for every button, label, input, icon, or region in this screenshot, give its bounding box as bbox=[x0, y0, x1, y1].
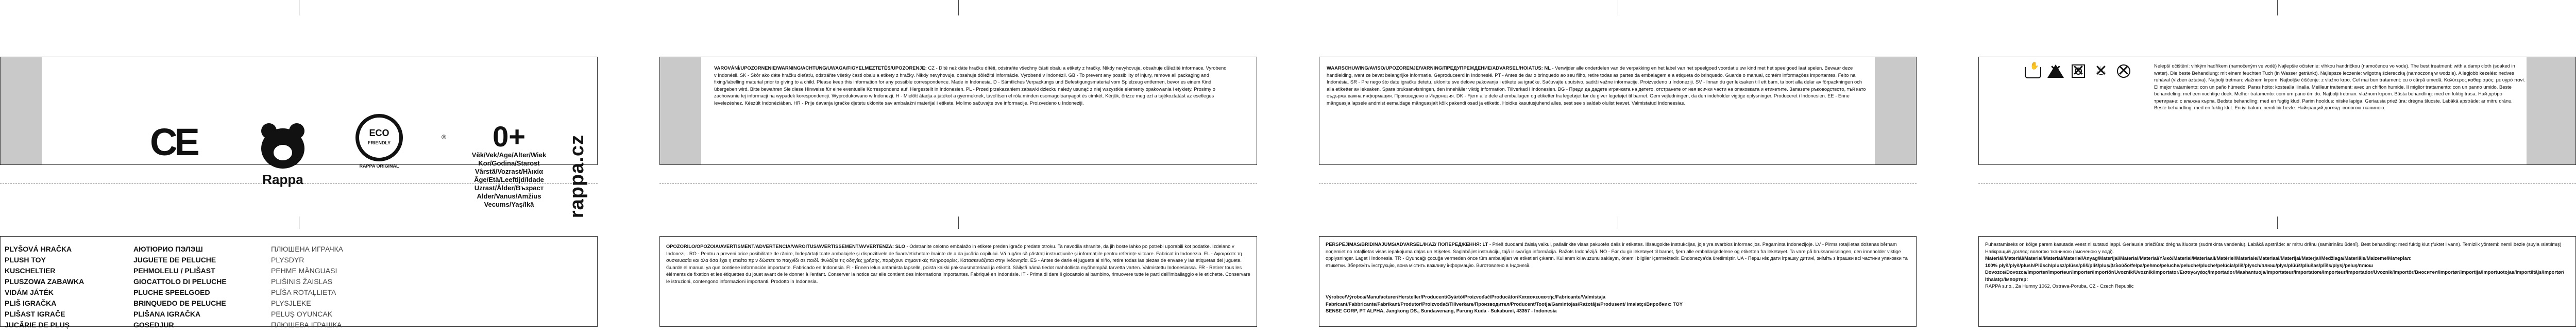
warning-panel-4 bbox=[1319, 236, 1917, 327]
eco-line1: ECO bbox=[369, 128, 389, 138]
warning-panel-2 bbox=[659, 236, 1257, 327]
label-strip-4 bbox=[1978, 0, 2576, 332]
registered-mark: ® bbox=[442, 134, 446, 141]
warning-text bbox=[714, 64, 1229, 160]
crop-mark bbox=[2277, 217, 2278, 229]
grey-margin bbox=[660, 57, 701, 164]
material-title: Materiál/Materiál/Material/Material/Materiał/Anyag/Materijal/Material/Material/Υλικό/Material/Materiaali/Matériel/Materiale/Materiaal/Materijal/Materjal/Medžiaga/Materiāls/Malzeme/Матеріал: bbox=[1985, 255, 2412, 261]
product-names-col1: PLYŠOVÁ HRAČKA PLUSH TOY KUSCHELTIER PLUSZOWA ZABAWKA VIDÁM JÁTÉK PLIŠ IGRAČKA PLIŠAST IGRAČE JUCĂRIE DE PLUȘ bbox=[5, 245, 84, 329]
warning-body: CZ - Dítě než dáte hračku dítěti, odstraňte všechny části obalu a etikety z hračky. Nikdy nevyhovuje, obsahuje důležité informace. Vyrobeno v Indonésii. SK - Skôr ako dáte hračku dieťaťu, odstráňte všetky časti obalu a etikety z hračky. Nikdy nevyhovuje, obsahuje dôležité informácie. Vyrobené v Indonézii. GB - To prevent any possibility of injury, remove all packaging and fixing/labelling material prior to giving to a child. Please keep this information for any possible correspondence. Made in Indonesia. D - Sämtliches Verpackungs und Befestigungsmaterial vom Spielzeug entfernen, bevor es einem Kind übergeben wird. Bitte bewahren Sie diese Hinweise für eine eventuelle Korrespondenz auf. Hergestellt in Indonesien. PL - Przed przekazaniem zabawki dziecku należy usunąć z niej wszystkie elementy opakowania i etykiety. Prosimy o zachowanie tej informacji na wypadek korespondencji. Wyprodukowano w Indonezji. H - Mielőtt átadja a játékot a gyermeknek, távolítson el róla minden csomagolóanyagot és címkét. Kérjük, őrizze meg ezt a tájékoztatást az esetleges levelezéshez. Készült Indonéziában. HR - Prije davanja igračke djetetu uklonite sav ambalažni materijal i etikete. Molimo sačuvajte ove informacije. Proizvedeno u Indoneziji. bbox=[714, 65, 1227, 106]
manufacturer-title: Výrobce/Výrobca/Manufacturer/Hersteller/Producent/Gyártó/Proizvođač/Producător/Κατασκευαστής/Fabricante/Valmistaja Fabricant/Fabbricante/Fabrikant/Produtor/Proizvođač/Tillverkare/Производител/Producent/Tootja/Gamintojas/Ražotājs/Produsent/ bbox=[1326, 294, 1626, 307]
crop-mark bbox=[958, 0, 959, 15]
grey-margin bbox=[1, 57, 42, 164]
eco-friendly-badge bbox=[351, 114, 408, 169]
brand-url: rappa.cz bbox=[566, 135, 588, 219]
age-value: 0+ bbox=[493, 120, 526, 153]
warning-panel-3 bbox=[1319, 57, 1917, 165]
importer-title: Dovozce/Dovozca/Importer/Importeur/Importer/Importőr/Uvoznik/Uvoznik/Importator/Εισαγωγέας/Importador/Maahantuoja/Importateur/Importatore/Importeur/Importador/Uvoznik/Importör/Вносител/Importør/Importija/Importuotojas/Importētājs/Importør/İthalatçı/Імпортер: bbox=[1985, 269, 2565, 282]
material-text bbox=[1985, 241, 2570, 323]
rappa-logo bbox=[252, 123, 314, 188]
warning-body-4: - Prieš duodami žaislą vaikui, pašalinkite visas pakuotės dalis ir etiketes. Išsaugokite instrukcijas, joje yra svarbios informacijos. Pagaminta Indonezijoje. LV - Pirms rotaļlietas došanas bērnam noņemiet no rotaļlietas visas iepakojuma daļas un etiķetes. Saglabājiet instrukciju, tajā ir svarīga informācija. Ražots Indonēzijā. NO - Før du gir leketøyet til barnet, fjern alle emballasjedelene og etiketten fra leketøyet. Ta vare på bruksanvisningen, den inneholder viktige opplysninger. Laget i Indonesia. TR - Oyuncağı çocuğa vermeden önce tüm ambalajları ve etiketleri çıkarın. Kullanım kılavuzunu saklayın, önemli bilgiler içermektedir. Endonezya'da üretilmiştir. UA - Перш ніж дати іграшку дитині, зніміть з іграшки всі частини упаковки та етикетки. Збережіть інструкцію, вона містить важливу інформацію. Виготовлено в Індонезії. bbox=[1326, 241, 1908, 268]
do-not-iron-icon: ♨ ✕ bbox=[2092, 63, 2110, 79]
hand-wash-icon: ✋ bbox=[2024, 63, 2042, 79]
warning-text-3 bbox=[1327, 64, 1868, 160]
warning-text-2 bbox=[666, 243, 1251, 323]
product-names-col3: ПЛЮШЕНА ИГРАЧКА PLYSDYR PEHME MÄNGUASI PLIŠINIS ŽAISLAS PLĪŠA ROTAĻLIETA PLYSJLEKE PELUŞ OYUNCAK ПЛЮШЕВА ІГРАШКА bbox=[271, 245, 344, 329]
grey-margin bbox=[2527, 57, 2575, 164]
do-not-dry-clean-icon bbox=[2115, 63, 2132, 79]
manufacturer-info bbox=[1326, 293, 1686, 324]
eco-line2: FRIENDLY bbox=[367, 140, 391, 145]
grey-margin bbox=[1875, 57, 1916, 164]
material-panel bbox=[1978, 236, 2576, 327]
manufacturer-address: Imalatçı/Виробник: TOY SENSE CORP, PT ALPHA, Jangkong DS., Sundawenang, Parung Kuda - Sukabumi, 43357 - Indonesia bbox=[1326, 301, 1683, 313]
importer-address: RAPPA s.r.o., Za Humny 1062, Ostrava-Poruba, CZ - Czech Republic bbox=[1985, 283, 2134, 289]
ce-mark: CE bbox=[150, 121, 197, 163]
do-not-bleach-icon bbox=[2047, 63, 2064, 79]
label-strip-3 bbox=[1319, 0, 1917, 332]
age-block bbox=[460, 122, 558, 209]
warning-title-3: WAARSCHUWING/AVISO/UPOZORENJE/VARNING/ПРЕДУПРЕЖДЕНИЕ/ADVARSEL/HOIATUS: NL bbox=[1327, 65, 1551, 71]
warning-body-3: - Verwijder alle onderdelen van de verpakking en het label van het speelgoed voordat u uw kind met het speelgoed laat spelen. Bewaar deze handleiding, want ze bevat belangrijke informatie. Geproduceerd in Indonesië. PT - Antes de dar o brinquedo ao seu filho, retire todas as partes da embalagem e a etiqueta do brinquedo. Guarde o manual, contém informações importantes. Feito na Indonésia. SR - Pre nego što date igračku detetu, uklonite sve delove pakovanja i etikete sa igračke. Sačuvajte uputstvo, sadrži važne informacije. Proizvedeno u Indoneziji. SV - Innan du ger leksaken till ett barn, ta bort alla delar av förpackningen och alla etiketter av leksaken. Spara bruksanvisningen, den innehåller viktig information. Tillverkad i Indonesien. BG - Преди да дадете играчката на детето, отстранете от нея всички части на опаковката и етикетите. Запазете ръководството, тъй като съдържа важна информация. Произведено в Индонезия. DK - Fjern alle dele af emballagen og etiketter fra legetøjet før du giver legetøjet til barnet. Gem vejledningen, da den indeholder vigtige oplysninger. Produceret i Indonesien. EE - Enne mänguasja lapsele andmist eemaldage mänguasjalt kõik pakendi osad ja etiketid. Hoidke kasutusjuhend alles, sest see sisaldab olulist teavet. Valmistatud Indoneesias. bbox=[1327, 65, 1866, 106]
warning-body-2: - Odstranite celotno embalažo in etikete preden igračo predate otroku. Ta navodila shranite, da jih boste lahko po potrebi uporabili kot podatke. Izdelano v Indoneziji. RO - Pentru a preveni orice posibilitate de rănire, îndepărtați toate ambalajele și dispozitivele de fixare/etichetare înainte de a da jucăria copilului. Vă rugăm să păstrați instrucțiunile și informațiile pentru referințe viitoare. Fabricat în Indonezia. EL - Αφαιρέστε τη συσκευασία και όλα όσα έχει η ετικέτα πριν δώσετε το παιχνίδι σε παιδί. Φυλάξτε τις οδηγίες χρήσης, παρέχουν σημαντικές πληροφορίες. Κατασκευάζεται στην Ινδονησία. ES - Antes de darle el juguete al niño, retire todas las piezas de envase y las etiquetas del juguete. Guarde el manual ya que contiene información importante. Fabricado en Indonesia. FI - Ennen lelun antamista lapselle, poista kaikki pakkausmateriaali ja etiketit. Säilytä nämä tiedot mahdollista myöhempää tarvetta varten. Valmistettu Indonesiassa. FR - Retirer tous les éléments de fixation et les étiquettes du jouet avant de le donner à l'enfant. Conserver la notice car elle contient des informations importantes. Fabriqué en Indonésie. IT - Prima di dare il giocattolo al bambino, rimuovere tutte le parti dell'imballaggio e le etichette. Conservare le istruzioni, contengono informazioni importanti. Prodotto in Indonesia. bbox=[666, 243, 1250, 284]
warning-text-4 bbox=[1326, 241, 1910, 287]
eco-sub: RAPPA ORIGINAL bbox=[359, 163, 399, 169]
care-text-2: Puhastamiseks on kõige parem kasutada veest niisutatud lappi. Geriausia priežiūra: drėgna šluoste (sudrėkinta vandeniu). Labākā apstrāde: ar mitru drānu (samitrinātu ūdenī). Best behandling: med fuktig klut (fuktet i vann). Temizlik yöntemi: nemli bezle (suyla ıslatılmış) Найкращий догляд: вологою тканиною (змоченою у воді). bbox=[1985, 241, 2562, 254]
crop-mark bbox=[958, 217, 959, 229]
label-strip-1 bbox=[0, 0, 598, 332]
care-symbols bbox=[2024, 63, 2132, 79]
product-names-col2: АЮТЮРИО ПЭЛЭШ JUGUETE DE PELUCHE PEHMOLELU / PLIŠAST GIOCATTOLO DI PELUCHE PLUCHE SPEELGOED BRINQUEDO DE PELUCHE PLIŠANA IGRAČKA GOSEDJUR bbox=[133, 245, 227, 329]
front-panel bbox=[0, 57, 598, 219]
logo-text: Rappa bbox=[262, 172, 303, 187]
crop-mark bbox=[2277, 0, 2278, 15]
warning-title-2: OPOZORILO/OPOZOIA/AVERTISMENT/ADVERTENCIA/VAROITUS/AVERTISSEMENT/AVVERTENZA: SLO bbox=[666, 243, 905, 249]
label-strip-2 bbox=[659, 0, 1257, 332]
care-text: Nelepší očištění: vlhkým hadříkem (namočeným ve vodě) Najlepšie očistenie: vlhkou handričkou (namočenou vo vode). The best treatment: with a damp cloth (soaked in water). Die beste Behandlung: mit einem feuchten Tuch (in Wasser getränkt). Najlepsze leczenie: wilgotną ściereczką (namoczoną w wodzie). A legjobb kezelés: nedves ruhával (vízben áztatva). Najbolji tretman: vlažnom krpom. Najboljše čiščenje: z vlažno krpo. Cel mai bun tratament: cu o cârpă umedă. Καλύτερος καθαρισμός: με υγρό πανί. El mejor tratamiento: con un paño húmedo. Paras hoito: kostealla liinalla. Meilleur traitement: avec un chiffon humide. Il miglior trattamento: con un panno umido. Beste behandeling: met een vochtige doek. Melhor tratamento: com um pano úmido. Najbolji tretman: vlažnom krpom. Bästa behandling: med en fuktig trasa. Най-добро третиране: с влажна кърпа. Bedste behandling: med en fugtig klud. Parim hooldus: niiske lapiga. Geriausia priežiūra: drėgna šluoste. Labākā apstrāde: ar mitru drānu. Beste behandling: med en fuktig klut. En iyi bakım: nemli bir bezle. Найкращий догляд: вологою тканиною. bbox=[2154, 63, 2525, 110]
bear-icon bbox=[258, 123, 308, 170]
age-words: Věk/Vek/Age/Alter/Wiek Kor/Godina/Starost Vârstă/Vozrast/Ηλικία Âge/Età/Leeftijd/Idade Uzrast/Ålder/Възраст Alder/Vanus/Amžius Vecums/Yaş/Ikä bbox=[471, 151, 547, 208]
warning-title: VAROVÁNÍ/UPOZORNENIE/WARNING/ACHTUNG/UWAGA/FIGYELMEZTETÉS/UPOZORENJE: bbox=[714, 65, 927, 71]
material-body: 100% plyš/plyš/plush/Plüsch/plusz/plüss/pliš/pliš/pluș/βελούδο/felpa/pehmo/peluche/peluche/pluche/pelúcia/pliš/plysch/плюш/plys/plüüš/pliušas/plīšs/plysj/peluş/плюш bbox=[1985, 262, 2373, 268]
do-not-tumble-dry-icon bbox=[2070, 63, 2087, 79]
warning-panel bbox=[659, 57, 1257, 165]
warning-title-4: PERSPĖJIMAS/BRĪDINĀJUMS/ADVARSEL/İKAZ/ ПОПЕРЕДЖЕННЯ: LT bbox=[1326, 241, 1488, 247]
care-panel bbox=[1978, 57, 2576, 165]
names-panel bbox=[0, 236, 598, 327]
